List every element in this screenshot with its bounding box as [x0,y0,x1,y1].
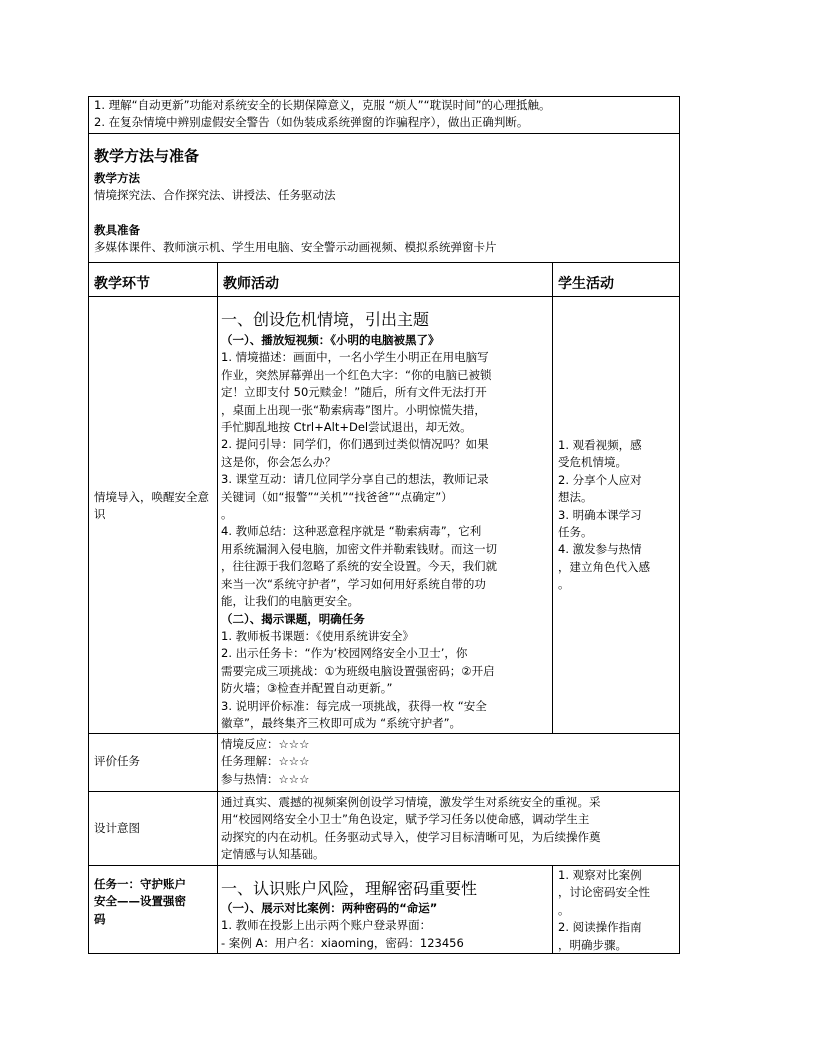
text-line: 需要完成三项挑战：①为班级电脑设置强密码；②开启 [221,663,495,678]
text-line: 3. 说明评价标准：每完成一项挑战，获得一枚 “安全 [221,698,487,713]
text-line: 动探究的内在动机。任务驱动式导入，使学习目标清晰可见，为后续操作奠 [221,829,601,844]
row3-label: 设计意图 [94,821,140,835]
tools-label: 教具准备 [94,222,140,237]
text-line: 。 [558,902,570,917]
row1-sub2: （二）、揭示课题，明确任务 [221,611,365,626]
row2-items [221,736,551,788]
text-line: 1. 观看视频，感 [558,438,642,452]
text-line: 受危机情境。 [558,455,627,470]
methods-block [94,146,678,257]
rule-after-goals [88,133,680,134]
goals-block [94,97,678,132]
text-line: 定！立即支付 50元赎金！”随后，所有文件无法打开 [221,385,487,400]
row4-student [558,867,676,954]
row1-student [558,437,676,594]
row4-title: 一、认识账户风险，理解密码重要性 [221,879,478,898]
col-divider-1 [217,263,218,953]
text-line: 2. 提问引导：同学们，你们遇到过类似情况吗？如果 [221,437,489,452]
table-border-left [88,96,89,953]
rating-item: 情境反应：☆☆☆ [221,737,310,751]
tools-text: 多媒体课件、教师演示机、学生用电脑、安全警示动画视频、模拟系统弹窗卡片 [94,240,497,255]
row4-stage: 任务一：守护账户 安全——设置强密 码 [94,877,186,926]
text-line: 这是你，你会怎么办？ [221,454,336,469]
text-line: ，往往源于我们忽略了系统的安全设置。今天，我们就 [221,559,497,574]
rule-after-row3 [88,865,680,866]
text-line: 来当一次“系统守护者”，学习如何用好系统自带的功 [221,576,486,591]
text-line: 通过真实、震撼的视频案例创设学习情境，激发学生对系统安全的重视。采 [221,795,601,809]
text-line: 3. 课堂互动：请几位同学分享自己的想法，教师记录 [221,472,489,487]
text-line: 3. 明确本课学习 [558,507,642,522]
rating-item: 参与热情：☆☆☆ [221,771,310,786]
row4-sub1: （一）、展示对比案例：两种密码的“命运” [221,901,438,915]
col-divider-2a [552,263,553,734]
rule-after-row1 [88,733,680,734]
text-line: 。 [221,507,233,522]
text-line: 作业，突然屏幕弹出一个红色大字：“你的电脑已被锁 [221,367,492,382]
methods-heading: 教学方法与准备 [94,147,200,165]
rule-after-header [88,296,680,297]
text-line: 任务。 [558,525,593,540]
text-line: 防火墙；③检查并配置自动更新。” [221,681,393,696]
text-line: 用“校园网络安全小卫士”角色设定，赋予学习任务以使命感，调动学生主 [221,812,590,827]
row4-teacher [221,878,551,952]
header-stage: 教学环节 [94,276,150,292]
text-line: 1. 观察对比案例 [558,868,642,882]
text-line: 定情感与认知基础。 [221,847,325,862]
method-text: 情境探究法、合作探究法、讲授法、任务驱动法 [94,188,336,203]
text-line: 。 [558,577,570,592]
text-line: ，桌面上出现一张“勒索病毒”图片。小明惊慌失措， [221,402,486,417]
row1-stage: 情境导入，唤醒安全意识 [94,490,209,522]
text-line: 1. 情境描述：画面中，一名小学生小明正在用电脑写 [221,350,489,365]
row2-label: 评价任务 [94,754,140,768]
method-label: 教学方法 [94,171,140,185]
text-line: 2. 出示任务卡：“作为‘校园网络安全小卫士’，你 [221,646,468,661]
row1-teacher [221,309,551,732]
row1-sub1: （一）、播放短视频：《小明的电脑被黑了》 [221,333,440,347]
text-line: 用系统漏洞入侵电脑，加密文件并勒索钱财。而这一切 [221,541,497,556]
table-border-right [679,96,680,953]
rating-item: 任务理解：☆☆☆ [221,754,310,769]
text-line: ，讨论密码安全性 [558,885,650,900]
text-line: 能，让我们的电脑更安全。 [221,594,359,609]
goal-item: 2. 在复杂情境中辨别虚假安全警告（如伪装成系统弹窗的诈骗程序），做出正确判断。 [94,115,529,130]
text-line: 徽章”，最终集齐三枚即可成为 “系统守护者”。 [221,715,462,730]
header-teacher: 教师活动 [223,276,279,292]
text-line: 2. 分享个人应对 [558,472,642,487]
text-line: 关键词（如“报警”“关机”“找爸爸”“点确定”） [221,489,453,504]
text-line: 4. 教师总结：这种恶意程序就是 “勒索病毒”，它利 [221,524,482,539]
text-line: 1. 教师在投影上出示两个账户登录界面： [221,918,432,933]
row1-title: 一、创设危机情境，引出主题 [221,310,430,329]
text-line: ，明确步骤。 [558,937,627,952]
col-divider-2b [552,865,553,953]
rule-after-row2 [88,791,680,792]
row3-text [221,794,677,864]
header-student: 学生活动 [558,276,614,292]
text-line: - 案例 A：用户名：xiaoming，密码：123456 [221,935,464,950]
rule-after-methods [88,262,680,263]
goal-item: 1. 理解“自动更新”功能对系统安全的长期保障意义，克服 “烦人”“耽误时间”的心理抵触。 [94,98,551,112]
text-line: 手忙脚乱地按 Ctrl+Alt+Del尝试退出，却无效。 [221,420,472,435]
text-line: 想法。 [558,490,593,505]
text-line: ，建立角色代入感 [558,559,650,574]
text-line: 2. 阅读操作指南 [558,920,642,935]
text-line: 4. 激发参与热情 [558,542,642,557]
text-line: 1. 教师板书课题：《使用系统讲安全》 [221,628,414,643]
